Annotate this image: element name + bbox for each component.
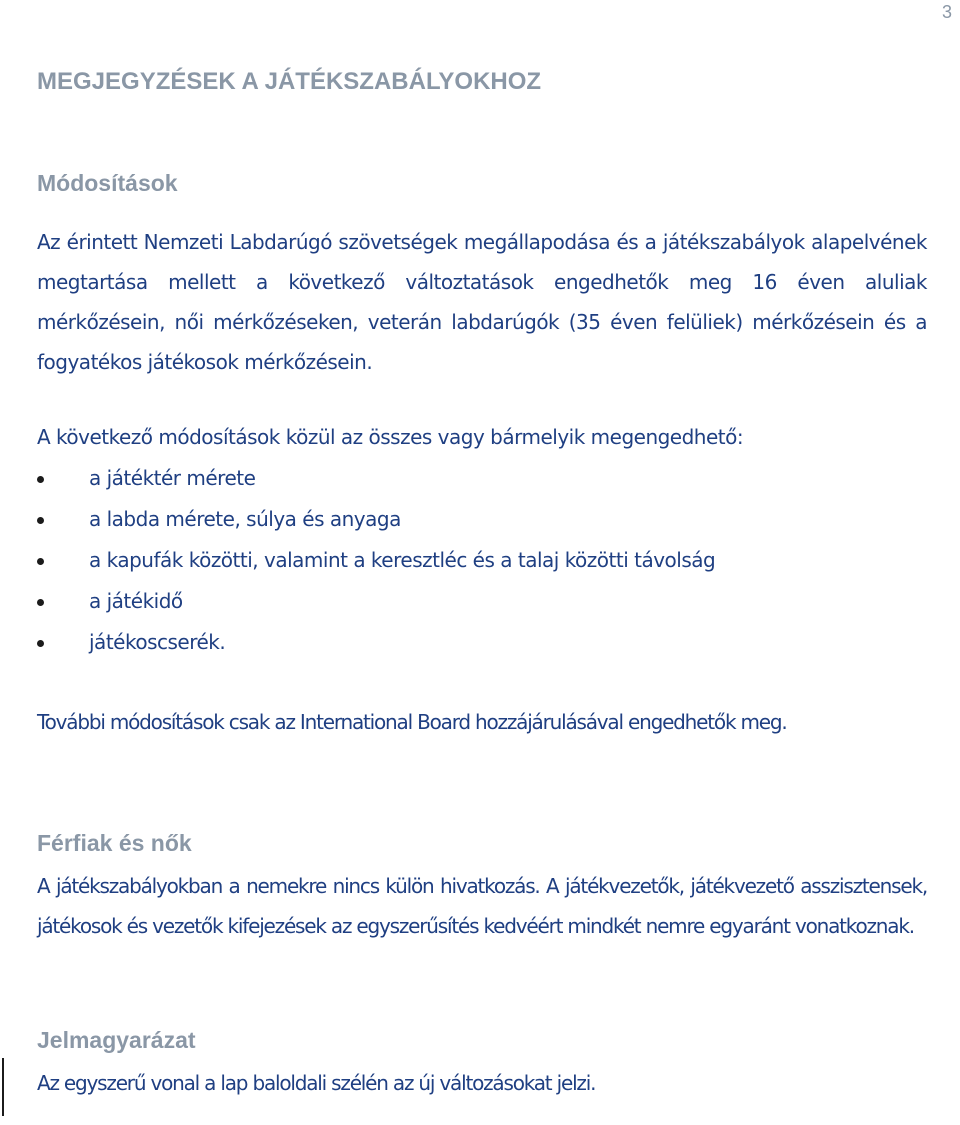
list-item	[37, 622, 715, 663]
page-number: 3	[941, 2, 952, 22]
bullet-icon	[37, 558, 44, 565]
paragraph-list-intro: A következő módosítások közül az összes vagy bármelyik megengedhető:	[37, 425, 744, 449]
paragraph-ferfiak: A játékszabályokban a nemekre nincs külön hivatkozás. A játékvezetők, játékvezető asszisztensek, játékosok és vezetők kifejezések az egyszerűsítés kedvéért mindkét nemre egyaránt vonatkoznak.	[37, 874, 927, 938]
list-item-label: a játékidő	[89, 589, 183, 613]
bullet-icon	[37, 517, 44, 524]
modifications-list	[37, 458, 715, 663]
paragraph-modositasok-closing: További módosítások csak az International Board hozzájárulásával engedhetők meg.	[37, 710, 787, 734]
list-item-label: a játéktér mérete	[89, 466, 256, 490]
change-marker-line	[2, 1058, 4, 1116]
list-item-label: játékoscserék.	[89, 630, 226, 654]
paragraph-modositasok-intro: Az érintett Nemzeti Labdarúgó szövetségek megállapodása és a játékszabályok alapelvének megtartása mellett a következő változtatások engedhetők meg 16 éven aluliak mérkőzésein, női mérkőzéseken, veterán labdarúgók (35 éven felüliek) mérkőzésein és a fogyatékos játékosok mérkőzésein.	[37, 230, 927, 374]
section-heading-modositasok: Módosítások	[37, 170, 178, 196]
section-heading-ferfiak: Férfiak és nők	[37, 830, 192, 856]
bullet-icon	[37, 640, 44, 647]
section-heading-jelmagyarazat: Jelmagyarázat	[37, 1027, 196, 1053]
list-item-label: a kapufák közötti, valamint a keresztléc és a talaj közötti távolság	[89, 548, 716, 572]
paragraph-jelmagyarazat: Az egyszerű vonal a lap baloldali szélén az új változásokat jelzi.	[37, 1071, 596, 1095]
list-item	[37, 540, 715, 581]
bullet-icon	[37, 599, 44, 606]
list-item	[37, 581, 715, 622]
page-title: MEGJEGYZÉSEK A JÁTÉKSZABÁLYOKHOZ	[37, 68, 542, 95]
list-item	[37, 499, 715, 540]
list-item	[37, 458, 715, 499]
list-item-label: a labda mérete, súlya és anyaga	[89, 507, 401, 531]
bullet-icon	[37, 476, 44, 483]
